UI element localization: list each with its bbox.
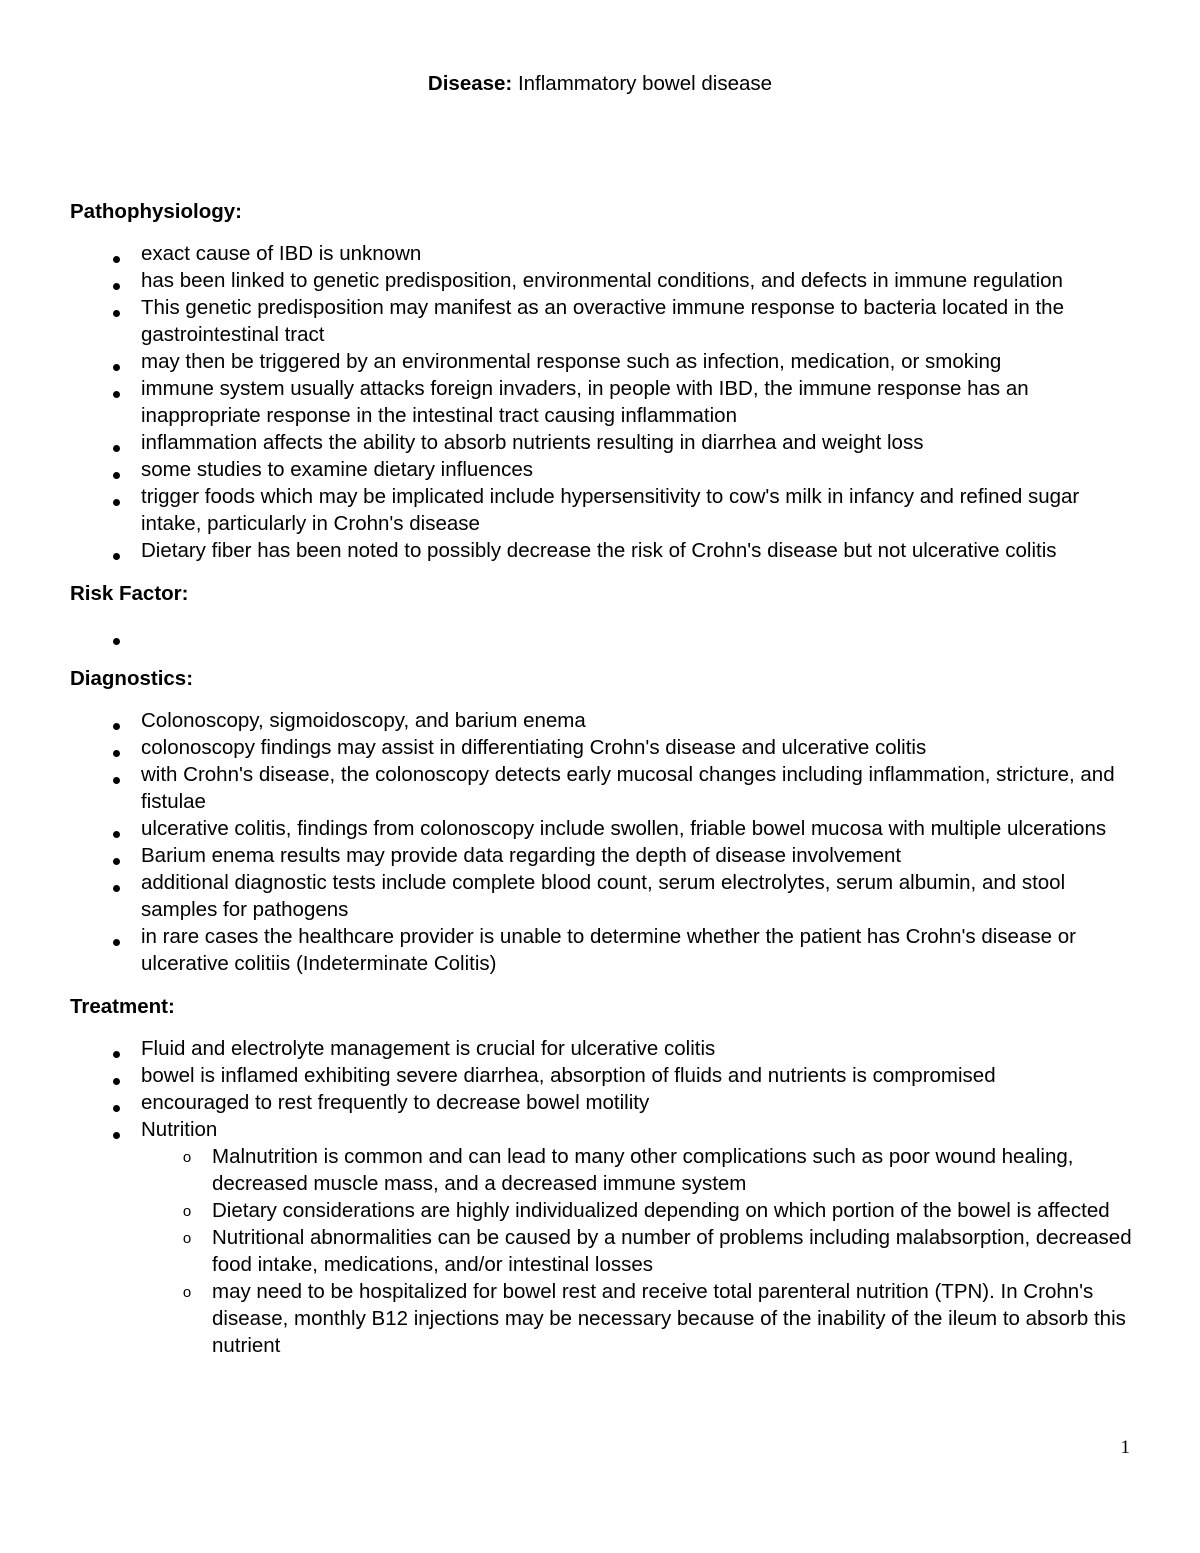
list-item <box>70 1062 1140 1089</box>
section-treatment <box>70 993 1140 1359</box>
list-item-text: with Crohn's disease, the colonoscopy detects early mucosal changes including inflammation, stricture, and fistulae <box>141 763 1115 813</box>
list-item <box>70 456 1140 483</box>
bullet-icon <box>106 842 126 869</box>
list-item <box>70 869 1140 923</box>
bullet-icon <box>106 815 126 842</box>
section-spacer <box>70 564 1140 580</box>
list-item <box>70 1116 1140 1359</box>
list-item-text: Fluid and electrolyte management is crucial for ulcerative colitis <box>141 1037 716 1060</box>
sub-list-item <box>141 1197 1140 1224</box>
list-item-text: immune system usually attacks foreign invaders, in people with IBD, the immune response has an inappropriate response in the intestinal tract causing inflammation <box>141 377 1029 427</box>
bullet-icon <box>106 456 126 483</box>
section-diagnostics <box>70 665 1140 977</box>
list-item-text: additional diagnostic tests include complete blood count, serum electrolytes, serum albumin, and stool samples for pathogens <box>141 871 1066 921</box>
list-item-text: Dietary fiber has been noted to possibly decrease the risk of Crohn's disease but not ulcerative colitis <box>141 539 1057 562</box>
list-item <box>70 348 1140 375</box>
circle-bullet-icon: o <box>182 1230 192 1247</box>
list-item-text: Colonoscopy, sigmoidoscopy, and barium enema <box>141 709 586 732</box>
list-item-text: in rare cases the healthcare provider is unable to determine whether the patient has Crohn's disease or ulcerative colitiis (Indeterminate Colitis) <box>141 925 1076 975</box>
document-title <box>0 70 1200 97</box>
bullet-icon <box>106 1116 126 1143</box>
nutrition-sublist <box>141 1143 1140 1359</box>
list-item-text: This genetic predisposition may manifest as an overactive immune response to bacteria located in the gastrointestinal tract <box>141 296 1064 346</box>
bullet-icon <box>106 923 126 950</box>
section-risk-factor <box>70 580 1140 649</box>
list-item <box>70 1089 1140 1116</box>
document-title-value: Inflammatory bowel disease <box>512 72 773 95</box>
treatment-list <box>70 1035 1140 1359</box>
bullet-icon <box>106 1062 126 1089</box>
list-item <box>70 537 1140 564</box>
sub-list-item-text: Malnutrition is common and can lead to many other complications such as poor wound healing, decreased muscle mass, and a decreased immune system <box>212 1145 1074 1195</box>
list-item-text: inflammation affects the ability to absorb nutrients resulting in diarrhea and weight loss <box>141 431 924 454</box>
circle-bullet-icon: o <box>182 1203 192 1220</box>
list-item <box>70 707 1140 734</box>
bullet-icon <box>106 483 126 510</box>
list-item <box>70 622 1140 649</box>
list-item-text: may then be triggered by an environmental response such as infection, medication, or smoking <box>141 350 1002 373</box>
list-item-text: Nutrition <box>141 1118 218 1141</box>
document-title-label: Disease: <box>427 72 513 95</box>
list-item <box>70 375 1140 429</box>
list-item-text: bowel is inflamed exhibiting severe diarrhea, absorption of fluids and nutrients is compromised <box>141 1064 996 1087</box>
list-item <box>70 815 1140 842</box>
list-item-text: exact cause of IBD is unknown <box>141 242 422 265</box>
list-item-text: some studies to examine dietary influences <box>141 458 533 481</box>
bullet-icon <box>106 734 126 761</box>
circle-bullet-icon: o <box>182 1284 192 1301</box>
section-heading-pathophysiology: Pathophysiology: <box>70 200 242 223</box>
bullet-icon <box>106 348 126 375</box>
list-item <box>70 761 1140 815</box>
diagnostics-list <box>70 707 1140 977</box>
list-item <box>70 429 1140 456</box>
section-spacer <box>70 977 1140 993</box>
bullet-icon <box>106 1035 126 1062</box>
list-item-text: encouraged to rest frequently to decrease bowel motility <box>141 1091 650 1114</box>
list-item-text: has been linked to genetic predisposition, environmental conditions, and defects in immune regulation <box>141 269 1063 292</box>
list-item <box>70 294 1140 348</box>
bullet-icon <box>106 537 126 564</box>
page-number: 1 <box>1120 1437 1130 1458</box>
list-item <box>70 734 1140 761</box>
sub-list-item-text: Nutritional abnormalities can be caused by a number of problems including malabsorption, decreased food intake, medications, and/or intestinal losses <box>212 1226 1132 1276</box>
sub-list-item-text: Dietary considerations are highly individualized depending on which portion of the bowel is affected <box>212 1199 1110 1222</box>
bullet-icon <box>106 761 126 788</box>
section-pathophysiology <box>70 198 1140 564</box>
section-heading-risk-factor: Risk Factor: <box>70 582 189 605</box>
bullet-icon <box>106 240 126 267</box>
section-heading-diagnostics: Diagnostics: <box>70 667 194 690</box>
pathophysiology-list <box>70 240 1140 564</box>
list-item-text: trigger foods which may be implicated include hypersensitivity to cow's milk in infancy and refined sugar intake, particularly in Crohn's disease <box>141 485 1080 535</box>
list-item <box>70 240 1140 267</box>
list-item-text: colonoscopy findings may assist in differentiating Crohn's disease and ulcerative colitis <box>141 736 927 759</box>
sub-list-item <box>141 1278 1140 1359</box>
sub-list-item-text: may need to be hospitalized for bowel rest and receive total parenteral nutrition (TPN). In Crohn's disease, monthly B12 injections may be necessary because of the inability of the ileum to absorb this nutrient <box>212 1280 1126 1357</box>
sub-list-item <box>141 1224 1140 1278</box>
bullet-icon <box>106 267 126 294</box>
list-item-text: ulcerative colitis, findings from colonoscopy include swollen, friable bowel mucosa with multiple ulcerations <box>141 817 1107 840</box>
risk-factor-list <box>70 622 1140 649</box>
list-item <box>70 483 1140 537</box>
bullet-icon <box>106 622 126 649</box>
bullet-icon <box>106 707 126 734</box>
list-item <box>70 923 1140 977</box>
bullet-icon <box>106 1089 126 1116</box>
list-item-text: Barium enema results may provide data regarding the depth of disease involvement <box>141 844 902 867</box>
list-item <box>70 842 1140 869</box>
section-heading-treatment: Treatment: <box>70 995 175 1018</box>
bullet-icon <box>106 869 126 896</box>
bullet-icon <box>106 375 126 402</box>
circle-bullet-icon: o <box>182 1149 192 1166</box>
bullet-icon <box>106 294 126 321</box>
list-item <box>70 267 1140 294</box>
bullet-icon <box>106 429 126 456</box>
document-body <box>70 198 1140 1359</box>
section-spacer <box>70 649 1140 665</box>
list-item <box>70 1035 1140 1062</box>
sub-list-item <box>141 1143 1140 1197</box>
